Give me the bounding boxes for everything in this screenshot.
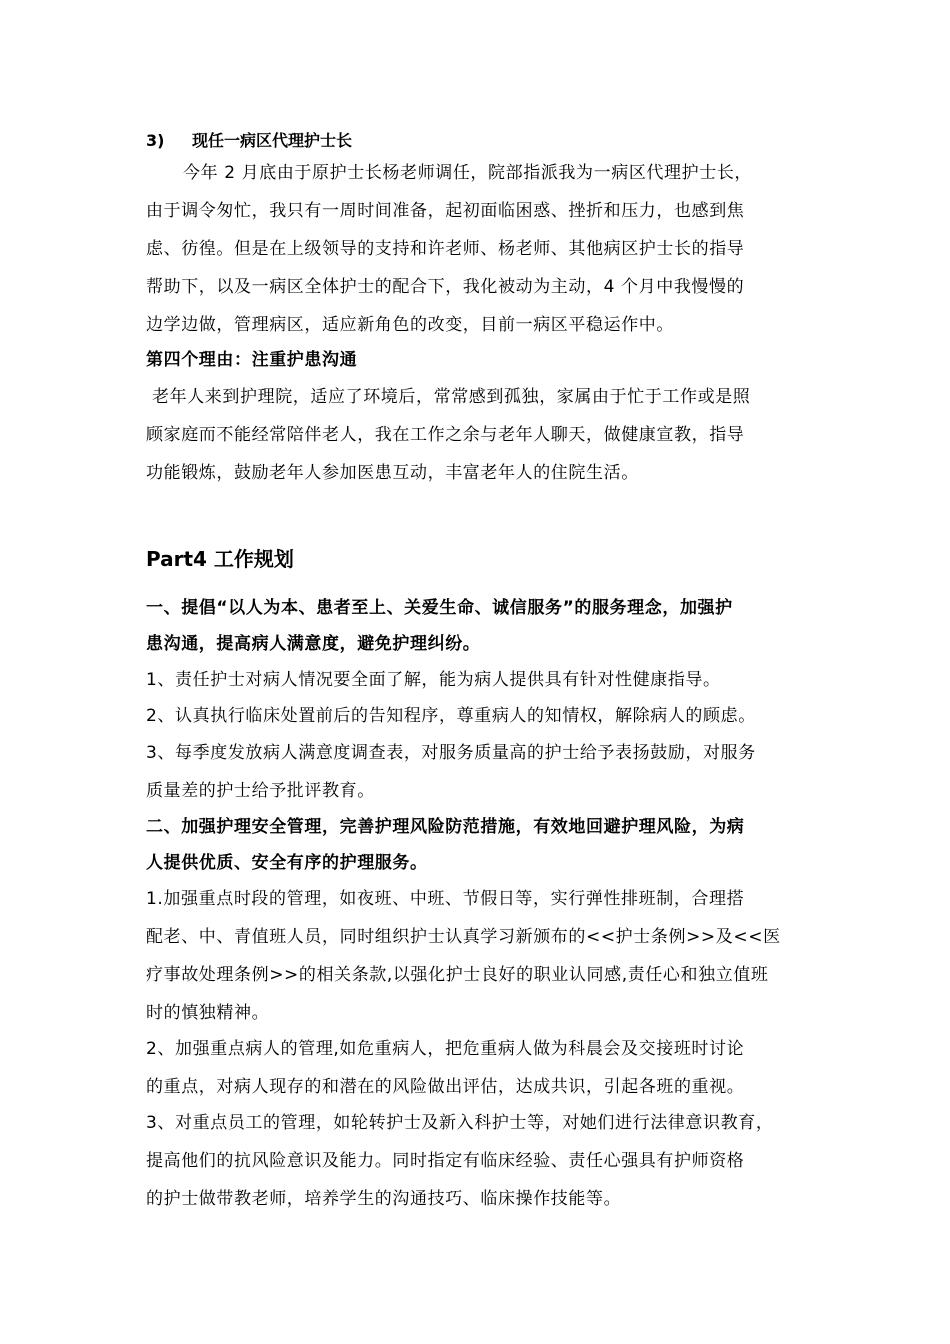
- list-item: 疗事故处理条例>>的相关条款,以强化护士良好的职业认同感,责任心和独立值班: [146, 965, 769, 985]
- list-item: 1.加强重点时段的管理，如夜班、中班、节假日等，实行弹性排班制，合理搭: [146, 889, 745, 909]
- list-item: 提高他们的抗风险意识及能力。同时指定有临床经验、责任心强具有护师资格: [146, 1151, 745, 1171]
- list-item: 3、对重点员工的管理，如轮转护士及新入科护士等，对她们进行法律意识教育，: [146, 1113, 774, 1133]
- item-2-heading-line: 人提供优质、安全有序的护理服务。: [146, 853, 428, 873]
- paragraph-line: 功能锻炼，鼓励老年人参加医患互动，丰富老年人的住院生活。: [146, 463, 639, 483]
- section-3-title: 现任一病区代理护士长: [192, 131, 353, 150]
- section-3-number: 3): [146, 131, 165, 150]
- list-item: 时的慎独精神。: [146, 1003, 270, 1023]
- paragraph-line: 顾家庭而不能经常陪伴老人，我在工作之余与老年人聊天，做健康宣教，指导: [146, 425, 745, 445]
- reason-4-heading: 第四个理由：注重护患沟通: [146, 350, 358, 370]
- list-item: 的重点，对病人现存的和潜在的风险做出评估，达成共识，引起各班的重视。: [146, 1077, 745, 1097]
- paragraph-line: 老年人来到护理院，适应了环境后，常常感到孤独，家属由于忙于工作或是照: [152, 387, 751, 407]
- item-1-heading-line: 一、提倡“以人为本、患者至上、关爱生命、诚信服务”的服务理念，加强护: [146, 598, 733, 618]
- paragraph-line: 帮助下，以及一病区全体护士的配合下，我化被动为主动，4 个月中我慢慢的: [146, 277, 745, 297]
- list-item: 配老、中、青值班人员，同时组织护士认真学习新颁布的<<护士条例>>及<<医: [146, 927, 781, 947]
- list-item: 3、每季度发放病人满意度调查表，对服务质量高的护士给予表扬鼓励，对服务: [146, 743, 756, 763]
- item-1-heading-line: 患沟通，提高病人满意度，避免护理纠纷。: [146, 634, 481, 654]
- paragraph-line: 今年 2 月底由于原护士长杨老师调任，院部指派我为一病区代理护士长，: [183, 163, 753, 183]
- list-item: 1、责任护士对病人情况要全面了解，能为病人提供具有针对性健康指导。: [146, 670, 721, 690]
- paragraph-line: 由于调令匆忙，我只有一周时间准备，起初面临困惑、挫折和压力，也感到焦: [146, 201, 745, 221]
- list-item: 2、认真执行临床处置前后的告知程序，尊重病人的知情权，解除病人的顾虑。: [146, 706, 756, 726]
- list-item: 质量差的护士给予批评教育。: [146, 781, 375, 801]
- list-item: 2、加强重点病人的管理,如危重病人，把危重病人做为科晨会及交接班时讨论: [146, 1039, 745, 1059]
- paragraph-line: 虑、彷徨。但是在上级领导的支持和许老师、杨老师、其他病区护士长的指导: [146, 239, 745, 259]
- list-item: 的护士做带教老师，培养学生的沟通技巧、临床操作技能等。: [146, 1189, 622, 1209]
- section-3-heading: [146, 128, 352, 151]
- part4-heading: Part4 工作规划: [146, 547, 294, 571]
- item-2-heading-line: 二、加强护理安全管理，完善护理风险防范措施，有效地回避护理风险，为病: [146, 817, 745, 837]
- paragraph-line: 边学边做，管理病区，适应新角色的改变，目前一病区平稳运作中。: [146, 315, 674, 335]
